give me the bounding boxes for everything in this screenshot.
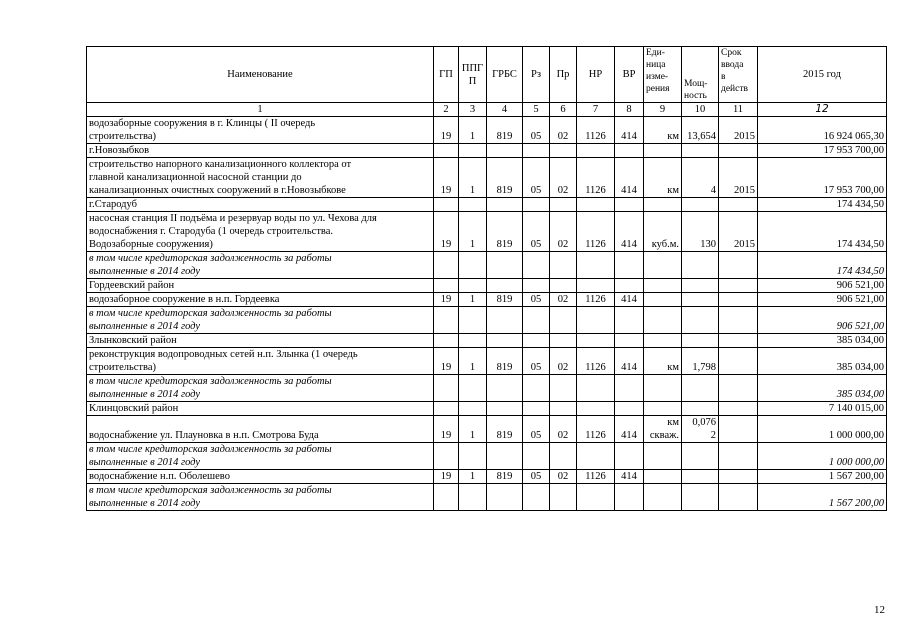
cell-capacity	[682, 443, 719, 470]
cell-capacity	[682, 293, 719, 307]
column-number: 3	[459, 103, 487, 117]
cell-rz: 05	[523, 416, 550, 443]
cell-capacity	[682, 375, 719, 402]
cell-gp	[434, 279, 459, 293]
cell-grbs: 819	[487, 348, 523, 375]
cell-term	[719, 198, 758, 212]
cell-grbs	[487, 307, 523, 334]
table-row	[87, 470, 887, 484]
header-gp: ГП	[434, 47, 459, 103]
cell-unit	[644, 470, 682, 484]
cell-ppgp	[459, 144, 487, 158]
cell-unit	[644, 144, 682, 158]
cell-term: 2015	[719, 212, 758, 252]
cell-ppgp: 1	[459, 293, 487, 307]
cell-term	[719, 484, 758, 511]
cell-vr	[615, 334, 644, 348]
cell-vr	[615, 144, 644, 158]
column-number-row	[87, 103, 887, 117]
row-name: строительство напорного канализационного коллектора от главной канализационной насосной станции до канализационных очистных сооружений в г.Новозыбкове	[87, 158, 434, 198]
cell-ppgp: 1	[459, 416, 487, 443]
cell-term	[719, 307, 758, 334]
cell-capacity: 13,654	[682, 117, 719, 144]
cell-term	[719, 252, 758, 279]
cell-unit	[644, 252, 682, 279]
page-number: 12	[874, 604, 885, 616]
header-term: Срок ввода в действ	[719, 47, 758, 103]
cell-capacity	[682, 470, 719, 484]
cell-rz: 05	[523, 348, 550, 375]
cell-capacity	[682, 144, 719, 158]
cell-vr	[615, 375, 644, 402]
cell-unit: км	[644, 117, 682, 144]
cell-amount: 906 521,00	[758, 293, 887, 307]
cell-term: 2015	[719, 117, 758, 144]
header-vr: ВР	[615, 47, 644, 103]
cell-nr	[577, 252, 615, 279]
cell-nr	[577, 402, 615, 416]
cell-ppgp	[459, 375, 487, 402]
cell-gp	[434, 443, 459, 470]
cell-grbs	[487, 279, 523, 293]
cell-rz	[523, 402, 550, 416]
cell-nr	[577, 443, 615, 470]
table-row	[87, 212, 887, 252]
column-number: 11	[719, 103, 758, 117]
cell-vr	[615, 402, 644, 416]
table-row	[87, 158, 887, 198]
region-name: Злынковский район	[87, 334, 434, 348]
cell-rz: 05	[523, 293, 550, 307]
header-pr: Пр	[550, 47, 577, 103]
cell-ppgp: 1	[459, 158, 487, 198]
row-name: водоснабжение н.п. Оболешево	[87, 470, 434, 484]
cell-unit	[644, 334, 682, 348]
cell-grbs: 819	[487, 470, 523, 484]
cell-nr	[577, 144, 615, 158]
cell-nr: 1126	[577, 158, 615, 198]
cell-grbs	[487, 144, 523, 158]
cell-gp	[434, 484, 459, 511]
cell-capacity	[682, 307, 719, 334]
cell-vr: 414	[615, 470, 644, 484]
column-number-handwritten: 12	[758, 103, 887, 117]
cell-amount: 17 953 700,00	[758, 158, 887, 198]
cell-grbs: 819	[487, 158, 523, 198]
cell-vr: 414	[615, 158, 644, 198]
cell-vr	[615, 484, 644, 511]
cell-term	[719, 470, 758, 484]
cell-amount: 7 140 015,00	[758, 402, 887, 416]
header-capacity: Мощ- ность	[682, 47, 719, 103]
cell-gp	[434, 144, 459, 158]
cell-amount: 1 567 200,00	[758, 484, 887, 511]
cell-gp	[434, 252, 459, 279]
cell-vr	[615, 307, 644, 334]
header-unit: Еди- ница изме- рения	[644, 47, 682, 103]
column-number: 4	[487, 103, 523, 117]
cell-ppgp: 1	[459, 117, 487, 144]
cell-rz	[523, 198, 550, 212]
cell-rz	[523, 375, 550, 402]
note-row	[87, 443, 887, 470]
region-name: Клинцовский район	[87, 402, 434, 416]
header-row	[87, 47, 887, 103]
cell-grbs	[487, 443, 523, 470]
cell-vr: 414	[615, 293, 644, 307]
cell-pr	[550, 279, 577, 293]
cell-term	[719, 416, 758, 443]
cell-term	[719, 334, 758, 348]
column-number: 2	[434, 103, 459, 117]
row-name: в том числе кредиторская задолженность за работы выполненные в 2014 году	[87, 375, 434, 402]
cell-rz: 05	[523, 470, 550, 484]
cell-capacity	[682, 402, 719, 416]
cell-gp	[434, 198, 459, 212]
cell-vr	[615, 443, 644, 470]
cell-ppgp	[459, 334, 487, 348]
region-name: г.Стародуб	[87, 198, 434, 212]
cell-unit	[644, 443, 682, 470]
cell-nr	[577, 198, 615, 212]
cell-grbs: 819	[487, 117, 523, 144]
region-row	[87, 334, 887, 348]
cell-rz: 05	[523, 117, 550, 144]
cell-grbs: 819	[487, 416, 523, 443]
table-row	[87, 416, 887, 443]
cell-amount: 1 567 200,00	[758, 470, 887, 484]
column-number: 10	[682, 103, 719, 117]
cell-amount: 385 034,00	[758, 348, 887, 375]
cell-grbs: 819	[487, 293, 523, 307]
cell-nr: 1126	[577, 212, 615, 252]
cell-unit	[644, 375, 682, 402]
header-year: 2015 год	[758, 47, 887, 103]
cell-ppgp	[459, 279, 487, 293]
cell-pr	[550, 334, 577, 348]
cell-gp	[434, 334, 459, 348]
cell-gp: 19	[434, 117, 459, 144]
row-name: в том числе кредиторская задолженность за работы выполненные в 2014 году	[87, 443, 434, 470]
cell-term: 2015	[719, 158, 758, 198]
cell-ppgp: 1	[459, 212, 487, 252]
cell-pr	[550, 375, 577, 402]
cell-vr: 414	[615, 348, 644, 375]
cell-rz	[523, 443, 550, 470]
table-row	[87, 117, 887, 144]
cell-ppgp	[459, 402, 487, 416]
cell-ppgp	[459, 443, 487, 470]
cell-term	[719, 144, 758, 158]
column-number: 6	[550, 103, 577, 117]
cell-nr	[577, 334, 615, 348]
cell-amount: 385 034,00	[758, 334, 887, 348]
cell-pr	[550, 144, 577, 158]
cell-term	[719, 279, 758, 293]
column-number: 9	[644, 103, 682, 117]
cell-gp: 19	[434, 470, 459, 484]
note-row	[87, 484, 887, 511]
cell-unit	[644, 402, 682, 416]
cell-capacity: 130	[682, 212, 719, 252]
header-ppgp: ППГП	[459, 47, 487, 103]
cell-pr	[550, 443, 577, 470]
cell-vr: 414	[615, 212, 644, 252]
cell-nr	[577, 307, 615, 334]
cell-gp: 19	[434, 416, 459, 443]
cell-rz	[523, 279, 550, 293]
cell-amount: 1 000 000,00	[758, 416, 887, 443]
cell-capacity	[682, 484, 719, 511]
cell-pr	[550, 198, 577, 212]
region-row	[87, 279, 887, 293]
cell-capacity: 0,076 2	[682, 416, 719, 443]
region-row	[87, 144, 887, 158]
cell-nr: 1126	[577, 348, 615, 375]
header-name: Наименование	[87, 47, 434, 103]
cell-pr: 02	[550, 416, 577, 443]
region-row	[87, 198, 887, 212]
cell-amount: 16 924 065,30	[758, 117, 887, 144]
cell-nr: 1126	[577, 117, 615, 144]
cell-term	[719, 293, 758, 307]
cell-pr	[550, 484, 577, 511]
cell-pr	[550, 402, 577, 416]
cell-gp	[434, 375, 459, 402]
column-number: 1	[87, 103, 434, 117]
cell-vr	[615, 198, 644, 212]
cell-nr: 1126	[577, 416, 615, 443]
table-row	[87, 293, 887, 307]
cell-gp	[434, 402, 459, 416]
note-row	[87, 252, 887, 279]
cell-rz	[523, 334, 550, 348]
column-number: 5	[523, 103, 550, 117]
cell-nr	[577, 375, 615, 402]
cell-vr: 414	[615, 117, 644, 144]
cell-gp: 19	[434, 212, 459, 252]
column-number: 7	[577, 103, 615, 117]
cell-ppgp: 1	[459, 470, 487, 484]
header-grbs: ГРБС	[487, 47, 523, 103]
cell-pr	[550, 252, 577, 279]
region-row	[87, 402, 887, 416]
cell-grbs: 819	[487, 212, 523, 252]
cell-pr	[550, 307, 577, 334]
cell-unit: км	[644, 158, 682, 198]
table-body	[87, 117, 887, 511]
cell-grbs	[487, 198, 523, 212]
cell-rz	[523, 252, 550, 279]
cell-rz: 05	[523, 158, 550, 198]
cell-vr	[615, 279, 644, 293]
cell-amount: 385 034,00	[758, 375, 887, 402]
cell-rz	[523, 484, 550, 511]
cell-pr: 02	[550, 348, 577, 375]
cell-vr: 414	[615, 416, 644, 443]
cell-pr: 02	[550, 293, 577, 307]
cell-gp: 19	[434, 158, 459, 198]
row-name: водоснабжение ул. Плауновка в н.п. Смотрова Буда	[87, 416, 434, 443]
cell-grbs	[487, 375, 523, 402]
row-name: водозаборное сооружение в н.п. Гордеевка	[87, 293, 434, 307]
cell-grbs	[487, 252, 523, 279]
cell-grbs	[487, 334, 523, 348]
cell-grbs	[487, 402, 523, 416]
cell-pr: 02	[550, 212, 577, 252]
row-name: в том числе кредиторская задолженность за работы выполненные в 2014 году	[87, 307, 434, 334]
cell-rz: 05	[523, 212, 550, 252]
cell-unit: км	[644, 348, 682, 375]
cell-ppgp	[459, 307, 487, 334]
cell-grbs	[487, 484, 523, 511]
cell-capacity: 4	[682, 158, 719, 198]
cell-capacity	[682, 198, 719, 212]
row-name: в том числе кредиторская задолженность за работы выполненные в 2014 году	[87, 484, 434, 511]
cell-nr	[577, 484, 615, 511]
cell-capacity	[682, 252, 719, 279]
cell-vr	[615, 252, 644, 279]
cell-term	[719, 375, 758, 402]
cell-amount: 906 521,00	[758, 279, 887, 293]
cell-pr: 02	[550, 470, 577, 484]
cell-capacity: 1,798	[682, 348, 719, 375]
cell-unit	[644, 484, 682, 511]
region-name: Гордеевский район	[87, 279, 434, 293]
cell-nr: 1126	[577, 293, 615, 307]
cell-capacity	[682, 279, 719, 293]
header-rz: Рз	[523, 47, 550, 103]
cell-amount: 17 953 700,00	[758, 144, 887, 158]
cell-amount: 906 521,00	[758, 307, 887, 334]
table-row	[87, 348, 887, 375]
cell-rz	[523, 307, 550, 334]
cell-term	[719, 402, 758, 416]
cell-ppgp	[459, 252, 487, 279]
cell-amount: 174 434,50	[758, 212, 887, 252]
row-name: водозаборные сооружения в г. Клинцы ( II очередь строительства)	[87, 117, 434, 144]
note-row	[87, 375, 887, 402]
cell-nr: 1126	[577, 470, 615, 484]
cell-ppgp: 1	[459, 348, 487, 375]
cell-unit	[644, 198, 682, 212]
cell-term	[719, 348, 758, 375]
cell-amount: 174 434,50	[758, 198, 887, 212]
cell-pr: 02	[550, 117, 577, 144]
cell-unit: км скваж.	[644, 416, 682, 443]
cell-amount: 1 000 000,00	[758, 443, 887, 470]
cell-unit	[644, 293, 682, 307]
cell-pr: 02	[550, 158, 577, 198]
budget-table	[86, 46, 887, 511]
cell-amount: 174 434,50	[758, 252, 887, 279]
cell-term	[719, 443, 758, 470]
column-number: 8	[615, 103, 644, 117]
cell-rz	[523, 144, 550, 158]
cell-ppgp	[459, 198, 487, 212]
row-name: реконструкция водопроводных сетей н.п. Злынка (1 очередь строительства)	[87, 348, 434, 375]
row-name: в том числе кредиторская задолженность за работы выполненные в 2014 году	[87, 252, 434, 279]
cell-unit	[644, 307, 682, 334]
note-row	[87, 307, 887, 334]
cell-nr	[577, 279, 615, 293]
header-nr: НР	[577, 47, 615, 103]
cell-ppgp	[459, 484, 487, 511]
cell-unit: куб.м.	[644, 212, 682, 252]
cell-unit	[644, 279, 682, 293]
cell-gp: 19	[434, 348, 459, 375]
cell-gp	[434, 307, 459, 334]
region-name: г.Новозыбков	[87, 144, 434, 158]
row-name: насосная станция II подъёма и резервуар воды по ул. Чехова для водоснабжения г. Стародуба (1 очередь строительства. Водозаборные сооружения)	[87, 212, 434, 252]
cell-gp: 19	[434, 293, 459, 307]
cell-capacity	[682, 334, 719, 348]
